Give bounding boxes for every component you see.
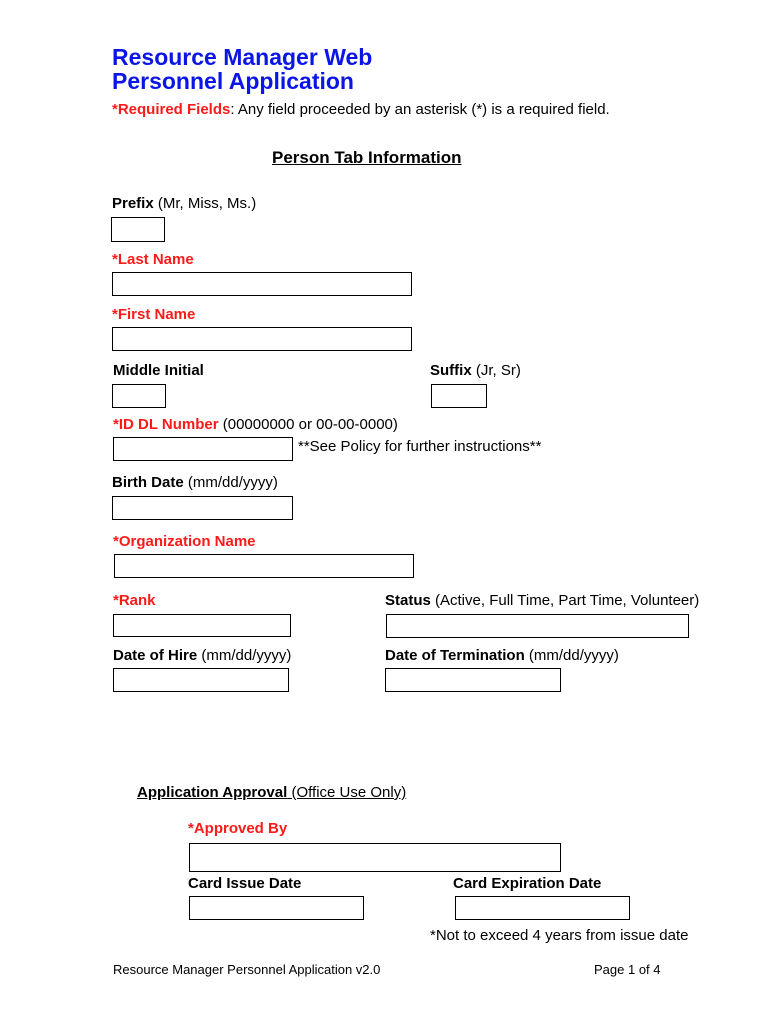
status-label-text: Status xyxy=(385,592,431,609)
middle-initial-label: Middle Initial xyxy=(113,362,204,379)
expiration-note: *Not to exceed 4 years from issue date xyxy=(430,927,689,944)
hire-date-label-text: Date of Hire xyxy=(113,647,198,664)
required-fields-label: *Required Fields xyxy=(112,101,231,118)
prefix-input[interactable] xyxy=(111,217,165,242)
termination-date-label-text: Date of Termination xyxy=(385,647,525,664)
rank-label: *Rank xyxy=(113,592,156,609)
prefix-hint: (Mr, Miss, Ms.) xyxy=(153,195,257,212)
form-title-line2: Personnel Application xyxy=(112,68,354,94)
id-dl-policy-note: **See Policy for further instructions** xyxy=(298,438,542,455)
prefix-label xyxy=(112,195,256,212)
organization-input[interactable] xyxy=(114,554,414,578)
suffix-label-text: Suffix xyxy=(430,362,472,379)
card-issue-input[interactable] xyxy=(189,896,364,920)
hire-date-hint: (mm/dd/yyyy) xyxy=(197,647,292,664)
suffix-label xyxy=(430,362,521,379)
last-name-label: *Last Name xyxy=(112,251,194,268)
approved-by-label: *Approved By xyxy=(188,820,288,837)
organization-label: *Organization Name xyxy=(113,533,256,550)
suffix-input[interactable] xyxy=(431,384,487,408)
termination-date-input[interactable] xyxy=(385,668,561,692)
footer-page-number: Page 1 of 4 xyxy=(594,962,661,977)
approval-title-hint: (Office Use Only) xyxy=(287,784,407,801)
card-expiration-input[interactable] xyxy=(455,896,630,920)
hire-date-label xyxy=(113,647,291,664)
id-dl-label xyxy=(113,416,398,433)
birth-date-hint: (mm/dd/yyyy) xyxy=(183,474,278,491)
approval-title-text: Application Approval xyxy=(137,784,288,801)
termination-date-hint: (mm/dd/yyyy) xyxy=(524,647,619,664)
card-issue-label: Card Issue Date xyxy=(188,875,302,892)
card-expiration-label: Card Expiration Date xyxy=(453,875,602,892)
id-dl-hint: (00000000 or 00-00-0000) xyxy=(218,416,398,433)
footer-document-name: Resource Manager Personnel Application v2.0 xyxy=(113,962,381,977)
rank-input[interactable] xyxy=(113,614,291,637)
birth-date-input[interactable] xyxy=(112,496,293,520)
last-name-input[interactable] xyxy=(112,272,412,296)
status-hint: (Active, Full Time, Part Time, Volunteer) xyxy=(430,592,700,609)
id-dl-input[interactable] xyxy=(113,437,293,461)
status-label xyxy=(385,592,699,609)
id-dl-label-text: *ID DL Number xyxy=(113,416,219,433)
first-name-input[interactable] xyxy=(112,327,412,351)
section-title: Person Tab Information xyxy=(272,148,462,167)
prefix-label-text: Prefix xyxy=(112,195,154,212)
termination-date-label xyxy=(385,647,619,664)
hire-date-input[interactable] xyxy=(113,668,289,692)
approval-section-title xyxy=(137,784,406,801)
form-title-line1: Resource Manager Web xyxy=(112,44,373,70)
birth-date-label xyxy=(112,474,278,491)
suffix-hint: (Jr, Sr) xyxy=(471,362,521,379)
status-input[interactable] xyxy=(386,614,689,638)
approved-by-input[interactable] xyxy=(189,843,561,872)
required-fields-note xyxy=(112,101,610,118)
birth-date-label-text: Birth Date xyxy=(112,474,184,491)
middle-initial-input[interactable] xyxy=(112,384,166,408)
required-fields-text: : Any field proceeded by an asterisk (*) is a required field. xyxy=(230,101,610,118)
first-name-label: *First Name xyxy=(112,306,196,323)
